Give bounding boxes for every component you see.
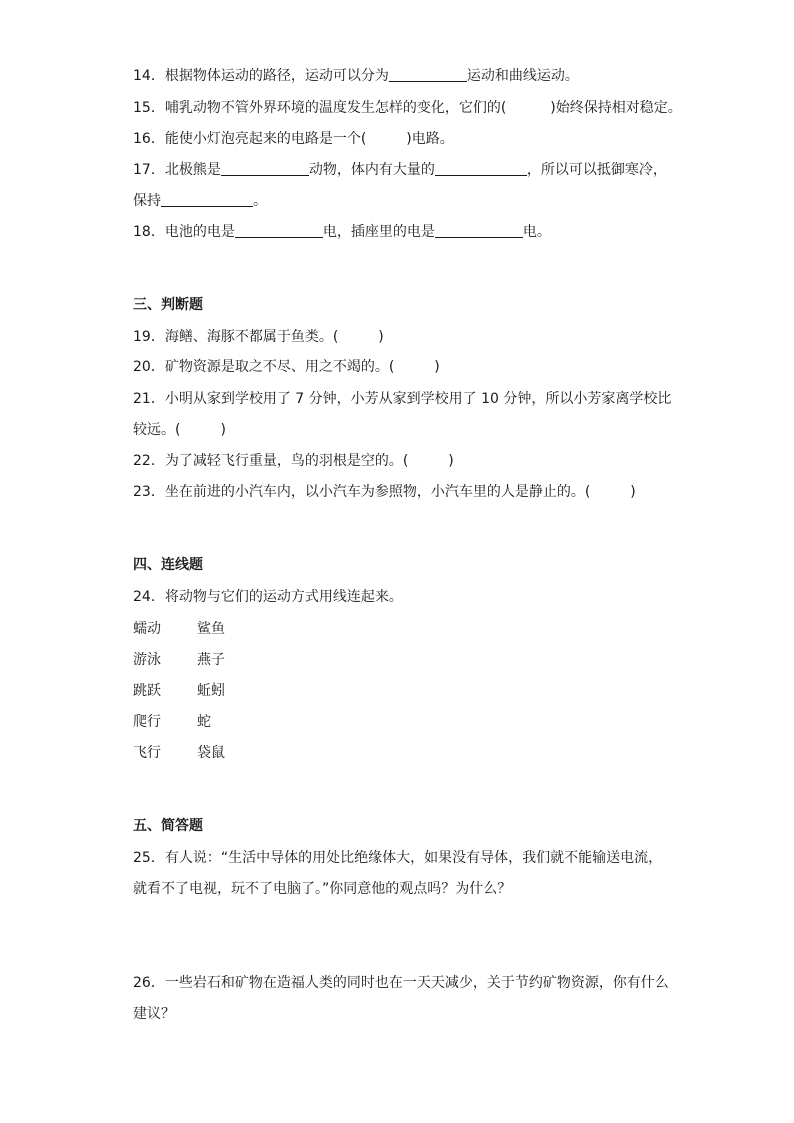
question-18-suffix: 电。 bbox=[522, 224, 551, 240]
question-20 bbox=[133, 357, 440, 377]
close-paren: ) bbox=[448, 453, 454, 469]
close-paren: ) bbox=[378, 329, 384, 345]
question-23-text: 23．坐在前进的小汽车内，以小汽车为参照物，小汽车里的人是静止的。( bbox=[133, 484, 591, 500]
question-26-line1: 26．一些岩石和矿物在造福人类的同时也在一天天减少，关于节约矿物资源，你有什么 bbox=[133, 975, 669, 991]
answer-blank[interactable] bbox=[235, 223, 323, 238]
close-paren: ) bbox=[220, 422, 226, 438]
section-5-heading: 五、简答题 bbox=[133, 818, 203, 834]
question-17 bbox=[133, 160, 667, 180]
question-16-suffix: )电路。 bbox=[406, 131, 454, 147]
question-17-line2-suffix: 。 bbox=[253, 193, 267, 209]
question-25-line2: 就看不了电视，玩不了电脑了。”你同意他的观点吗？为什么？ bbox=[133, 881, 512, 897]
question-18-mid: 电，插座里的电是 bbox=[322, 224, 435, 240]
answer-blank[interactable] bbox=[161, 192, 253, 207]
question-16 bbox=[133, 129, 454, 149]
question-22 bbox=[133, 451, 454, 471]
animal-item[interactable]: 燕子 bbox=[197, 652, 225, 668]
question-15-suffix: )始终保持相对稳定。 bbox=[550, 100, 682, 116]
answer-blank[interactable] bbox=[435, 223, 523, 238]
question-16-prefix: 16．能使小灯泡亮起来的电路是一个( bbox=[133, 131, 367, 147]
question-21-line2-text: 较远。( bbox=[133, 422, 181, 438]
close-paren: ) bbox=[434, 359, 440, 375]
question-21-line1: 21．小明从家到学校用了 7 分钟，小芳从家到学校用了 10 分钟，所以小芳家离学校比 bbox=[133, 391, 672, 407]
question-15-prefix: 15．哺乳动物不管外界环境的温度发生怎样的变化，它们的( bbox=[133, 100, 507, 116]
animal-item[interactable]: 鲨鱼 bbox=[197, 621, 225, 637]
question-22-text: 22．为了减轻飞行重量，鸟的羽根是空的。( bbox=[133, 453, 409, 469]
movement-item[interactable]: 游泳 bbox=[133, 652, 161, 668]
close-paren: ) bbox=[630, 484, 636, 500]
question-14-suffix: 运动和曲线运动。 bbox=[466, 68, 579, 84]
question-17-line2-prefix: 保持 bbox=[133, 193, 161, 209]
animal-item[interactable]: 蚯蚓 bbox=[197, 683, 225, 699]
question-14 bbox=[133, 66, 579, 86]
question-21 bbox=[133, 389, 671, 409]
movement-item[interactable]: 跳跃 bbox=[133, 683, 161, 699]
animal-item[interactable]: 袋鼠 bbox=[197, 745, 225, 761]
animal-item[interactable]: 蛇 bbox=[197, 714, 211, 730]
question-15 bbox=[133, 98, 682, 118]
question-17-prefix: 17．北极熊是 bbox=[133, 162, 221, 178]
section-4-heading: 四、连线题 bbox=[133, 557, 203, 573]
question-21-line2 bbox=[133, 420, 226, 440]
question-17-mid: 动物，体内有大量的 bbox=[308, 162, 435, 178]
question-18 bbox=[133, 222, 551, 242]
movement-item[interactable]: 蠕动 bbox=[133, 621, 161, 637]
question-23 bbox=[133, 482, 636, 502]
question-24: 24．将动物与它们的运动方式用线连起来。 bbox=[133, 589, 403, 605]
question-20-text: 20．矿物资源是取之不尽、用之不竭的。( bbox=[133, 359, 395, 375]
question-26-line2: 建议？ bbox=[133, 1006, 175, 1022]
answer-blank[interactable] bbox=[221, 161, 309, 176]
question-19-text: 19．海鳝、海豚不都属于鱼类。( bbox=[133, 329, 339, 345]
movement-item[interactable]: 飞行 bbox=[133, 745, 161, 761]
question-25-line1: 25．有人说：“生活中导体的用处比绝缘体大，如果没有导体，我们就不能输送电流， bbox=[133, 850, 663, 866]
question-18-prefix: 18．电池的电是 bbox=[133, 224, 235, 240]
section-3-heading: 三、判断题 bbox=[133, 297, 203, 313]
question-14-prefix: 14．根据物体运动的路径，运动可以分为 bbox=[133, 68, 389, 84]
movement-item[interactable]: 爬行 bbox=[133, 714, 161, 730]
answer-blank[interactable] bbox=[435, 161, 527, 176]
question-17-line2 bbox=[133, 191, 267, 211]
answer-blank[interactable] bbox=[389, 67, 467, 82]
question-19 bbox=[133, 327, 384, 347]
question-17-suffix: ，所以可以抵御寒冷， bbox=[526, 162, 667, 178]
